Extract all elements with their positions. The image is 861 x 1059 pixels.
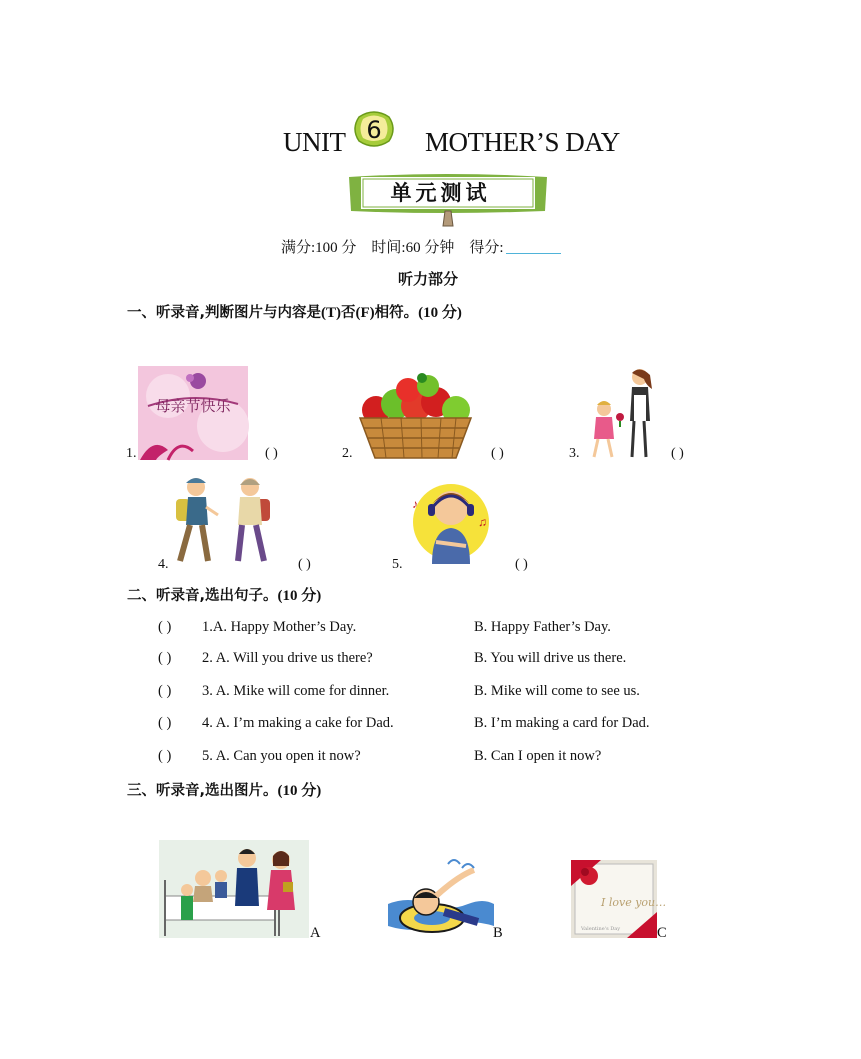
- unit-label: UNIT: [283, 127, 346, 157]
- p3-option-label[interactable]: C: [657, 925, 667, 941]
- p3-option-label[interactable]: B: [493, 925, 503, 941]
- part2-heading-text: 二、听录音,选出句子。: [127, 588, 278, 604]
- p2-answer-paren[interactable]: ( ): [158, 715, 172, 731]
- p2-option-b: B. I’m making a card for Dad.: [474, 715, 650, 731]
- part1-heading-t: (T): [321, 305, 342, 321]
- p2-option-b: B. Mike will come to see us.: [474, 683, 640, 699]
- apple-basket-picture: [356, 374, 475, 460]
- mothers-day-card-picture: [138, 366, 248, 460]
- p1-answer-paren[interactable]: ( ): [671, 446, 684, 461]
- p3-option-label[interactable]: A: [310, 925, 321, 941]
- p1-answer-paren[interactable]: ( ): [298, 557, 311, 572]
- p2-option-a: 4. A. I’m making a cake for Dad.: [202, 715, 394, 731]
- score-info-text: 满分:100 分 时间:60 分钟 得分:: [281, 240, 504, 256]
- part3-heading: [127, 779, 321, 800]
- p2-option-b: B. You will drive us there.: [474, 650, 627, 666]
- part2-heading: [127, 584, 321, 605]
- p2-option-a: 5. A. Can you open it now?: [202, 748, 361, 764]
- family-hospital-picture: [159, 840, 309, 938]
- p2-option-a: 1.A. Happy Mother’s Day.: [202, 619, 357, 635]
- p1-item-number: 5.: [392, 557, 403, 572]
- p2-option-a: 3. A. Mike will come for dinner.: [202, 683, 390, 699]
- score-info: [281, 236, 561, 257]
- p1-item-number: 2.: [342, 446, 353, 461]
- p2-answer-paren[interactable]: ( ): [158, 748, 172, 764]
- p1-item-number: 1.: [126, 446, 137, 461]
- p1-item-number: 4.: [158, 557, 169, 572]
- unit-title: MOTHER’S DAY: [425, 127, 620, 157]
- part3-heading-text: 三、听录音,选出图片。: [127, 783, 278, 799]
- unit-number: 6: [366, 116, 382, 144]
- part1-heading-f: (F): [355, 305, 375, 321]
- girl-giving-flowers-picture: [584, 365, 658, 461]
- part1-points: (10 分): [418, 305, 462, 321]
- p2-option-b: B. Can I open it now?: [474, 748, 602, 764]
- valentine-card-picture: [571, 860, 667, 938]
- p2-option-b: B. Happy Father’s Day.: [474, 619, 611, 635]
- listening-section-title: 听力部分: [398, 270, 459, 288]
- boy-with-headphones-picture: [410, 478, 492, 566]
- svg-text:母亲节快乐: 母亲节快乐: [155, 397, 231, 415]
- part1-heading-text2: 否: [341, 305, 356, 321]
- score-blank[interactable]: [506, 239, 561, 254]
- p1-item-number: 3.: [569, 446, 580, 461]
- part3-points: (10 分): [277, 783, 322, 799]
- p1-answer-paren[interactable]: ( ): [265, 446, 278, 461]
- part2-points: (10 分): [277, 588, 322, 604]
- boy-swimming-picture: [388, 856, 494, 938]
- part1-heading-text: 一、听录音,判断图片与内容是: [127, 305, 322, 321]
- p1-answer-paren[interactable]: ( ): [491, 446, 504, 461]
- p1-answer-paren[interactable]: ( ): [515, 557, 528, 572]
- p2-option-a: 2. A. Will you drive us there?: [202, 650, 373, 666]
- part1-heading: [127, 301, 462, 322]
- svg-text:♫: ♫: [478, 515, 487, 529]
- part1-heading-text3: 相符。: [374, 305, 419, 321]
- banner-label: 单元测试: [390, 181, 491, 205]
- p2-answer-paren[interactable]: ( ): [158, 619, 172, 635]
- card-caption: Valentine's Day: [581, 926, 621, 932]
- unit-number-badge: [353, 109, 395, 149]
- p2-answer-paren[interactable]: ( ): [158, 683, 172, 699]
- two-hikers-picture: [168, 473, 280, 567]
- p2-answer-paren[interactable]: ( ): [158, 650, 172, 666]
- card-text: I love you…: [601, 896, 667, 909]
- svg-text:♪: ♪: [412, 497, 418, 511]
